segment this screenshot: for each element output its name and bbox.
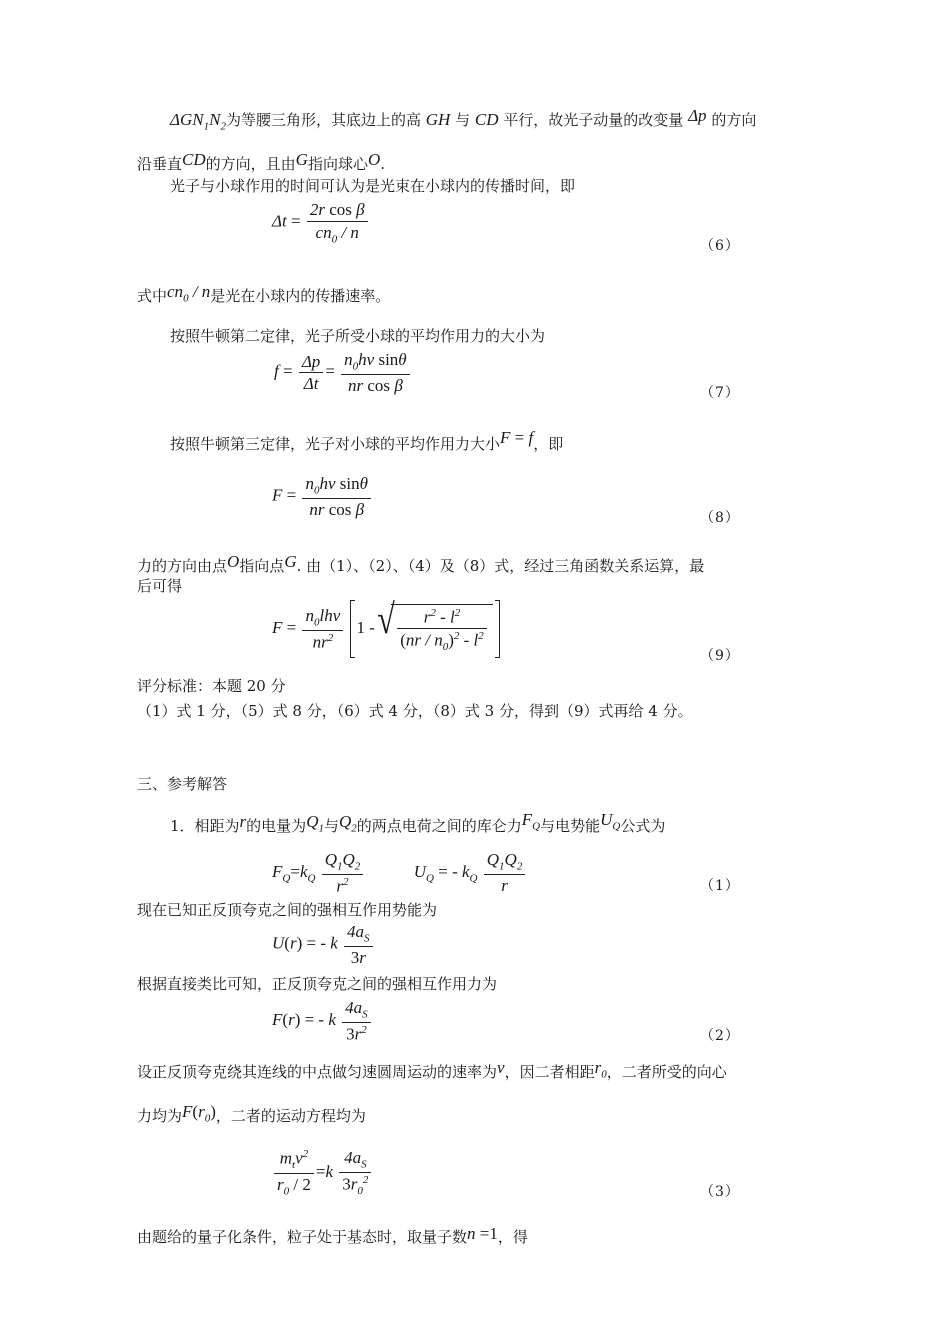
symbol-g: G	[295, 150, 308, 169]
text: 指向点	[239, 557, 285, 575]
equation-3: $\frac{m_tv^2}{r_0 / 2}$ =k $\frac{4a_S}{3r_0^2}$	[272, 1148, 373, 1198]
grading-detail: （1）式 1 分，（5）式 8 分，（6）式 4 分，（8）式 3 分，得到（9）式再给 4 分。	[137, 702, 693, 720]
text: 公式为	[620, 817, 666, 835]
triangle-symbol: $\Delta GN_1N_2$	[170, 110, 226, 133]
paragraph-6	[137, 1224, 528, 1246]
equation-2: F(r) = - k $\frac{4a_S}{3r^2}$	[272, 998, 373, 1044]
section-heading: 三、参考解答	[137, 775, 228, 793]
text: .	[380, 155, 386, 173]
equation-number-1: （1）	[700, 878, 740, 894]
line-6	[170, 428, 563, 453]
text: 为等腰三角形，其底边上的高	[225, 111, 421, 129]
line-7	[137, 552, 704, 575]
symbol-q1: $Q_1$	[306, 812, 324, 835]
text: 的方向，且由	[205, 155, 296, 173]
paragraph-3: 根据直接类比可知，正反顶夸克之间的强相互作用力为	[137, 975, 498, 993]
line-4	[137, 282, 390, 305]
text: 由题给的量子化条件，粒子处于基态时，取量子数	[137, 1228, 468, 1246]
paragraph-5	[137, 1102, 366, 1125]
grading-title: 评分标准：本题 20 分	[137, 677, 286, 695]
symbol-r: r	[239, 812, 247, 831]
text: 设正反顶夸克绕其连线的中点做匀速圆周运动的速率为	[137, 1063, 498, 1081]
line-8: 后可得	[137, 577, 183, 595]
symbol-o: O	[367, 150, 381, 169]
symbol-gh: GH	[425, 110, 451, 129]
paragraph-1	[170, 810, 665, 835]
equation-7: f = $\frac{\Delta p}{\Delta t}$ = $\frac{n_0h\nu \sin\theta}{\text{nr cos β}}$	[274, 350, 412, 396]
text: ，得	[497, 1228, 528, 1246]
equation-number-7: （7）	[700, 385, 740, 401]
text: . 由（1）、（2）、（4）及（8）式，经过三角函数关系运算，最	[296, 557, 705, 575]
text: 指向球心	[307, 155, 368, 173]
text: 1．相距为	[170, 817, 240, 835]
symbol-f-r0: $F(r_0)$	[182, 1102, 216, 1125]
text: 按照牛顿第三定律，光子对小球的平均作用力大小	[170, 435, 501, 453]
paragraph-4	[137, 1058, 727, 1081]
symbol-v: v	[497, 1058, 505, 1077]
symbol-cn0-n: $cn_0$ / n	[167, 282, 211, 305]
equation-potential: U(r) = - k $\frac{4a_S}{3r}$	[272, 922, 375, 968]
text: ，即	[533, 435, 564, 453]
symbol-q2: $Q_2$	[338, 812, 357, 835]
text: ，二者所受的向心	[606, 1063, 727, 1081]
symbol-o: O	[227, 552, 240, 571]
equation-number-2: （2）	[700, 1028, 740, 1044]
line-2	[137, 150, 385, 173]
symbol-cd: CD	[474, 110, 499, 129]
symbol-g: G	[284, 552, 297, 571]
text: ，二者的运动方程均为	[215, 1107, 366, 1125]
text: 的电量为	[246, 817, 307, 835]
text: 力均为	[137, 1107, 183, 1125]
line-3: 光子与小球作用的时间可认为是光束在小球内的传播时间，即	[170, 177, 576, 195]
equation-9: F = $\frac{n_0lh\nu}{nr^2}$ 1 - √ $\frac{r^2 - l^2}{(nr / n_0)^2 - l^2}$	[272, 600, 500, 658]
equation-1: $F_Q=k_Q$ $\frac{Q_1Q_2}{r^2}$ $U_Q$ = - $k_Q$ $\frac{Q_1Q_2}{r}$	[272, 850, 527, 896]
symbol-fq: $F_Q$	[521, 810, 541, 833]
equation-number-3: （3）	[700, 1184, 740, 1200]
text: 平行，故光子动量的改变量	[503, 111, 684, 129]
equation-number-9: （9）	[700, 648, 740, 664]
line-5: 按照牛顿第二定律，光子所受小球的平均作用力的大小为	[170, 327, 546, 345]
equation-6: Δt = $\frac{\text{2r cos β}}{cn_0 / n}$	[272, 200, 370, 246]
equation-8: F = $\frac{n_0h\nu \sin\theta}{\text{nr cos β}}$	[272, 474, 373, 520]
text: 与	[455, 111, 471, 129]
text: 式中	[137, 287, 168, 305]
symbol-delta-p: Δp	[688, 106, 707, 125]
symbol-uq: $U_Q$	[600, 810, 621, 833]
symbol-cd: CD	[182, 150, 206, 169]
text: 与	[323, 817, 339, 835]
line-1	[170, 106, 756, 133]
text: 的两点电荷之间的库仑力	[356, 817, 522, 835]
text: 是光在小球内的传播速率。	[210, 287, 391, 305]
symbol-n-eq-1: n =1	[467, 1224, 498, 1243]
symbol-r0: $r_0$	[594, 1058, 607, 1081]
equation-number-6: （6）	[700, 238, 740, 254]
text: ，因二者相距	[504, 1063, 595, 1081]
text: 力的方向由点	[137, 557, 228, 575]
text: 沿垂直	[137, 155, 183, 173]
equation-number-8: （8）	[700, 510, 740, 526]
text: 与电势能	[540, 817, 601, 835]
paragraph-2: 现在已知正反顶夸克之间的强相互作用势能为	[137, 901, 438, 919]
symbol-f-eq-f: F = f	[500, 428, 534, 447]
text: 的方向	[711, 111, 757, 129]
